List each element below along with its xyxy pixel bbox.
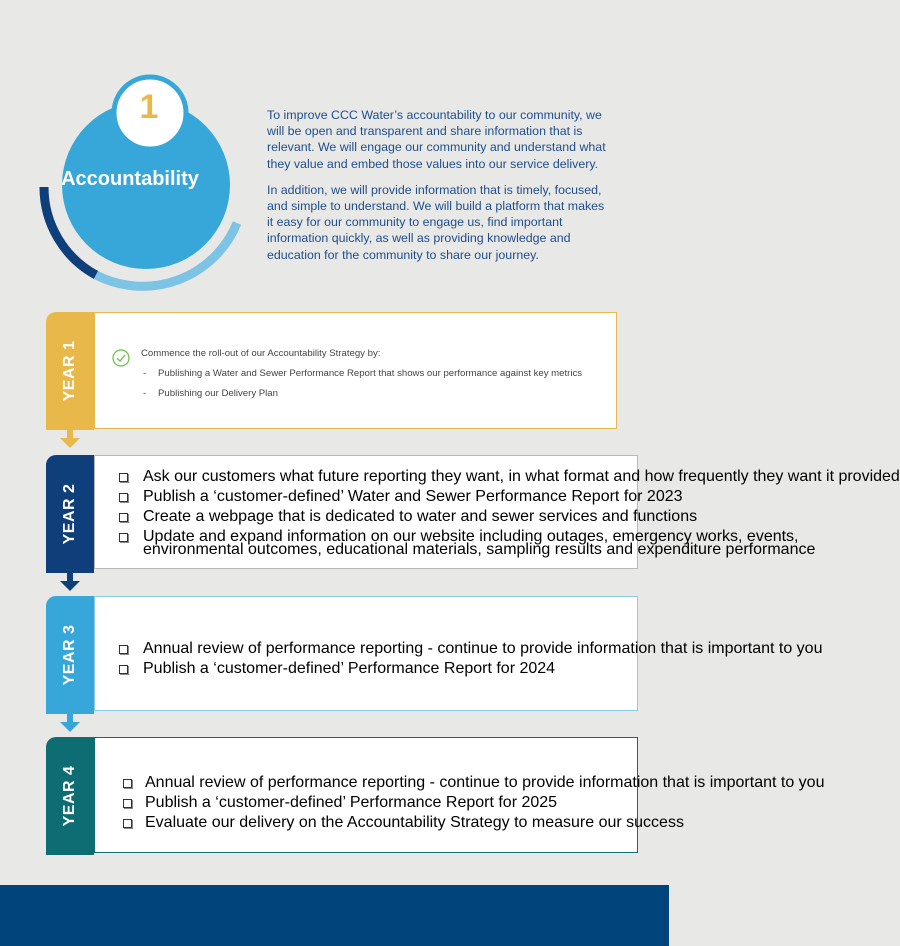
year-1-label: YEAR 1 xyxy=(61,340,78,402)
checkbox-icon xyxy=(119,665,128,674)
year-4-item-3: Evaluate our delivery on the Accountability Strategy to measure our success xyxy=(145,814,684,831)
checkbox-icon xyxy=(123,819,132,828)
year-3-arrow xyxy=(60,722,80,732)
check-circle-icon xyxy=(112,349,130,367)
year-4-tab xyxy=(46,737,94,855)
year-3-label: YEAR 3 xyxy=(61,624,78,686)
year-3-item-2: Publish a ‘customer-defined’ Performance Report for 2024 xyxy=(143,660,556,677)
intro-paragraph-2: In addition, we will provide information that is timely, focused, and simple to understand. We will build a platform that makes it easy for our community to engage us, find important information quickly, as well as providing knowledge and education for the community to share our journey. xyxy=(267,182,605,262)
emblem-title: Accountability xyxy=(61,168,199,190)
year-3-box xyxy=(94,596,823,711)
dash-marker: - xyxy=(143,388,147,399)
year-1-box xyxy=(94,312,617,429)
year-1-arrow xyxy=(60,438,80,448)
year-4-label: YEAR 4 xyxy=(61,765,78,827)
checkbox-icon xyxy=(119,493,128,502)
year-2-item-3: Create a webpage that is dedicated to water and sewer services and functions xyxy=(143,508,698,525)
year-2-item-2: Publish a ‘customer-defined’ Water and Sewer Performance Report for 2023 xyxy=(143,488,683,505)
year-3-tab xyxy=(46,596,94,714)
year-4-item-2: Publish a ‘customer-defined’ Performance Report for 2025 xyxy=(145,794,558,811)
checkbox-icon xyxy=(119,513,128,522)
dash-marker: - xyxy=(143,368,147,379)
intro-text xyxy=(267,107,612,273)
year-2-arrow xyxy=(60,581,80,591)
checkbox-icon xyxy=(119,645,128,654)
year-3-arrow-stem xyxy=(67,714,73,722)
year-1-bullet-2: Publishing our Delivery Plan xyxy=(158,388,278,399)
year-1-arrow-stem xyxy=(67,430,73,438)
year-2-item-1: Ask our customers what future reporting they want, in what format and how frequently they want it provided xyxy=(143,468,900,485)
year-2-tab xyxy=(46,455,94,573)
checkbox-icon xyxy=(123,779,132,788)
checkbox-icon xyxy=(119,533,128,542)
year-2-item-4-cont: environmental outcomes, educational materials, sampling results and expenditure performance xyxy=(143,541,816,558)
footer-band xyxy=(0,885,669,946)
intro-paragraph-1: To improve CCC Water’s accountability to our community, we will be open and transparent and share information that is relevant. We will engage our community and understand what they value and embed those values into our service delivery. xyxy=(267,108,606,171)
year-2-box xyxy=(94,455,900,569)
year-3-item-1: Annual review of performance reporting - continue to provide information that is important to you xyxy=(143,640,823,657)
year-2-item-4: Update and expand information on our website including outages, emergency works, events, xyxy=(143,528,799,545)
checkbox-icon xyxy=(119,473,128,482)
year-4-box xyxy=(94,737,825,853)
year-2-label: YEAR 2 xyxy=(61,483,78,545)
year-1-lead: Commence the roll-out of our Accountability Strategy by: xyxy=(141,348,381,359)
checkbox-icon xyxy=(123,799,132,808)
year-2-arrow-stem xyxy=(67,573,73,581)
emblem-number: 1 xyxy=(139,88,159,126)
year-1-tab xyxy=(46,312,94,430)
year-4-item-1: Annual review of performance reporting - continue to provide information that is important to you xyxy=(145,774,825,791)
year-1-bullet-1: Publishing a Water and Sewer Performance Report that shows our performance against key metrics xyxy=(158,368,583,379)
